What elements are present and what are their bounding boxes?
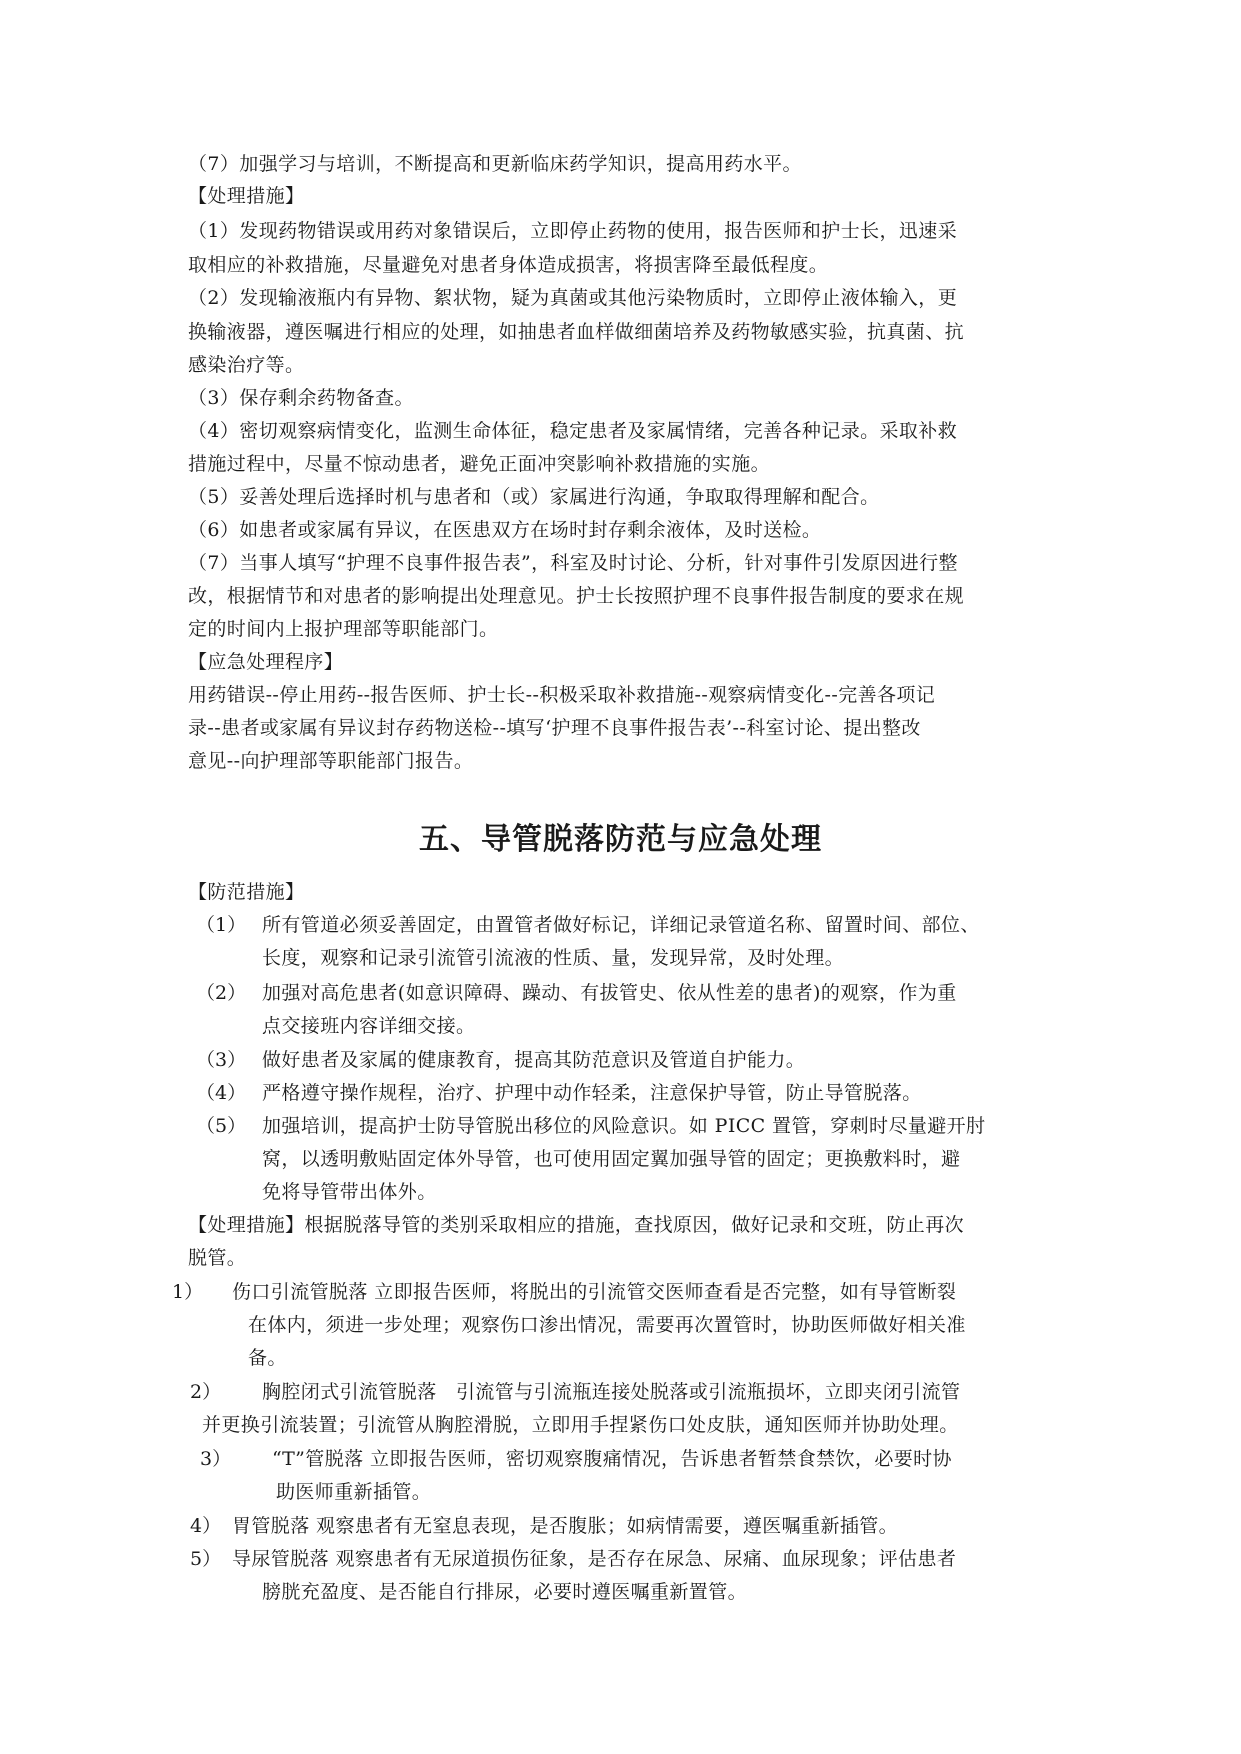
measure-7: （7）加强学习与培训，不断提高和更新临床药学知识，提高用药水平。 xyxy=(188,153,802,175)
item-4-number: 4） xyxy=(190,1515,222,1537)
prevention-1-line-2: 长度，观察和记录引流管引流液的性质、量，发现异常，及时处理。 xyxy=(262,947,845,969)
prevention-2-line-2: 点交接班内容详细交接。 xyxy=(262,1015,476,1037)
prevention-2-number: （2） xyxy=(196,982,247,1004)
handling-7-line-2: 改，根据情节和对患者的影响提出处理意见。护士长按照护理不良事件报告制度的要求在规 xyxy=(188,585,965,607)
handling-intro-line-2: 脱管。 xyxy=(188,1247,247,1269)
heading-prevention-measures: 【防范措施】 xyxy=(188,881,305,903)
handling-2-line-2: 换输液器，遵医嘱进行相应的处理，如抽患者血样做细菌培养及药物敏感实验，抗真菌、抗 xyxy=(188,321,965,343)
prevention-5-line-1: 加强培训，提高护士防导管脱出移位的风险意识。如 PICC 置管，穿刺时尽量避开肘 xyxy=(262,1115,986,1137)
handling-4-line-1: （4）密切观察病情变化，监测生命体征，稳定患者及家属情绪，完善各种记录。采取补救 xyxy=(188,420,958,442)
prevention-4-number: （4） xyxy=(196,1082,247,1104)
handling-intro-line-1: 【处理措施】根据脱落导管的类别采取相应的措施，查找原因，做好记录和交班，防止再次 xyxy=(188,1214,965,1236)
item-5-number: 5） xyxy=(190,1548,222,1570)
item-1-line-3: 备。 xyxy=(248,1347,287,1369)
handling-4-line-2: 措施过程中，尽量不惊动患者，避免正面冲突影响补救措施的实施。 xyxy=(188,453,771,475)
handling-7-line-1: （7）当事人填写“护理不良事件报告表”，科室及时讨论、分析，针对事件引发原因进行整 xyxy=(188,552,958,574)
item-5-line-1: 导尿管脱落 观察患者有无尿道损伤征象，是否存在尿急、尿痛、血尿现象；评估患者 xyxy=(232,1548,957,1570)
prevention-3-number: （3） xyxy=(196,1049,247,1071)
item-4-line-1: 胃管脱落 观察患者有无窒息表现，是否腹胀；如病情需要，遵医嘱重新插管。 xyxy=(232,1515,899,1537)
prevention-5-line-3: 免将导管带出体外。 xyxy=(262,1181,437,1203)
item-3-line-1: “T”管脱落 立即报告医师，密切观察腹痛情况，告诉患者暂禁食禁饮，必要时协 xyxy=(272,1448,952,1470)
handling-2-line-1: （2）发现输液瓶内有异物、絮状物，疑为真菌或其他污染物质时，立即停止液体输入，更 xyxy=(188,287,958,309)
handling-2-line-3: 感染治疗等。 xyxy=(188,354,305,376)
handling-7-line-3: 定的时间内上报护理部等职能部门。 xyxy=(188,618,499,640)
handling-3: （3）保存剩余药物备查。 xyxy=(188,387,414,409)
prevention-1-line-1: 所有管道必须妥善固定，由置管者做好标记，详细记录管道名称、留置时间、部位、 xyxy=(262,914,980,936)
item-2-number: 2） xyxy=(190,1381,222,1403)
item-1-number: 1） xyxy=(172,1281,204,1303)
prevention-2-line-1: 加强对高危患者(如意识障碍、躁动、有拔管史、依从性差的患者)的观察，作为重 xyxy=(262,982,957,1004)
emergency-line-1: 用药错误--停止用药--报告医师、护士长--积极采取补救措施--观察病情变化--完善各项记 xyxy=(188,684,936,706)
prevention-4-line-1: 严格遵守操作规程，治疗、护理中动作轻柔，注意保护导管，防止导管脱落。 xyxy=(262,1082,922,1104)
item-1-line-1: 伤口引流管脱落 立即报告医师，将脱出的引流管交医师查看是否完整，如有导管断裂 xyxy=(232,1281,957,1303)
item-1-line-2: 在体内，须进一步处理；观察伤口渗出情况，需要再次置管时，协助医师做好相关准 xyxy=(248,1314,966,1336)
item-2-line-1: 胸腔闭式引流管脱落 引流管与引流瓶连接处脱落或引流瓶损坏，立即夹闭引流管 xyxy=(262,1381,961,1403)
handling-6: （6）如患者或家属有异议，在医患双方在场时封存剩余液体，及时送检。 xyxy=(188,519,822,541)
item-3-line-2: 助医师重新插管。 xyxy=(276,1481,432,1503)
item-3-number: 3） xyxy=(200,1448,232,1470)
prevention-3-line-1: 做好患者及家属的健康教育，提高其防范意识及管道自护能力。 xyxy=(262,1049,806,1071)
heading-emergency-procedure: 【应急处理程序】 xyxy=(188,651,344,673)
item-2-line-2: 并更换引流装置；引流管从胸腔滑脱，立即用手捏紧伤口处皮肤，通知医师并协助处理。 xyxy=(202,1414,959,1436)
emergency-line-2: 录--患者或家属有异议封存药物送检--填写‘护理不良事件报告表’--科室讨论、提出整改 xyxy=(188,717,921,739)
prevention-5-number: （5） xyxy=(196,1115,247,1137)
item-5-line-2: 膀胱充盈度、是否能自行排尿，必要时遵医嘱重新置管。 xyxy=(262,1581,748,1603)
prevention-1-number: （1） xyxy=(196,914,247,936)
emergency-line-3: 意见--向护理部等职能部门报告。 xyxy=(188,750,474,772)
heading-handling-measures: 【处理措施】 xyxy=(188,185,305,207)
handling-1-line-2: 取相应的补救措施，尽量避免对患者身体造成损害，将损害降至最低程度。 xyxy=(188,254,829,276)
prevention-5-line-2: 窝，以透明敷贴固定体外导管，也可使用固定翼加强导管的固定；更换敷料时，避 xyxy=(262,1148,961,1170)
handling-1-line-1: （1）发现药物错误或用药对象错误后，立即停止药物的使用，报告医师和护士长，迅速采 xyxy=(188,220,958,242)
section-title: 五、导管脱落防范与应急处理 xyxy=(419,822,822,857)
handling-5: （5）妥善处理后选择时机与患者和（或）家属进行沟通，争取取得理解和配合。 xyxy=(188,486,880,508)
